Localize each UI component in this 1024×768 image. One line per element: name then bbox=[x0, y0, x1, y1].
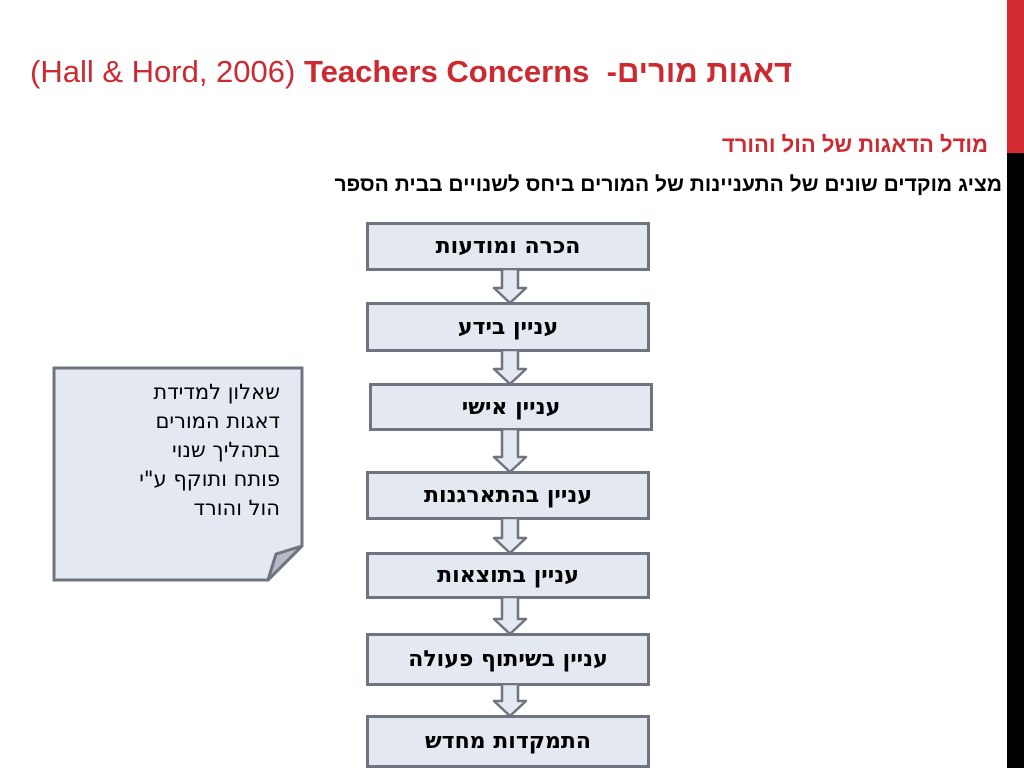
flow-arrow-down bbox=[490, 518, 530, 554]
stage-box-7: התמקדות מחדש bbox=[366, 715, 650, 768]
title-hebrew: דאגות מורים- bbox=[606, 54, 793, 89]
stage-box-6: עניין בשיתוף פעולה bbox=[366, 633, 650, 686]
stage-box-1: הכרה ומודעות bbox=[366, 222, 650, 271]
stage-box-3: עניין אישי bbox=[369, 383, 653, 431]
flow-arrow-down bbox=[490, 269, 530, 304]
note-line: שאלון למדידת bbox=[153, 380, 280, 404]
note-line: בתהליך שנוי bbox=[172, 438, 280, 462]
stage-box-5: עניין בתוצאות bbox=[366, 552, 650, 599]
title-citation: (Hall & Hord, 2006) bbox=[30, 54, 296, 89]
questionnaire-note bbox=[52, 366, 304, 582]
note-line: דאגות המורים bbox=[155, 409, 280, 433]
model-description: מציג מוקדים שונים של התעניינות של המורים ביחס לשנויים בבית הספר bbox=[334, 173, 1002, 196]
stage-box-4: עניין בהתארגנות bbox=[366, 471, 650, 520]
note-line: פותח ותוקף ע"י bbox=[139, 467, 280, 491]
flow-arrow-down bbox=[490, 684, 530, 717]
title-english: Teachers Concerns bbox=[303, 54, 590, 89]
flow-arrow-down bbox=[490, 429, 530, 473]
flow-arrow-down bbox=[490, 350, 530, 385]
flow-arrow-down bbox=[490, 597, 530, 635]
stage-box-2: עניין בידע bbox=[366, 302, 650, 352]
model-subtitle: מודל הדאגות של הול והורד bbox=[721, 132, 988, 157]
note-text bbox=[70, 378, 280, 523]
note-line: הול והורד bbox=[193, 496, 280, 520]
